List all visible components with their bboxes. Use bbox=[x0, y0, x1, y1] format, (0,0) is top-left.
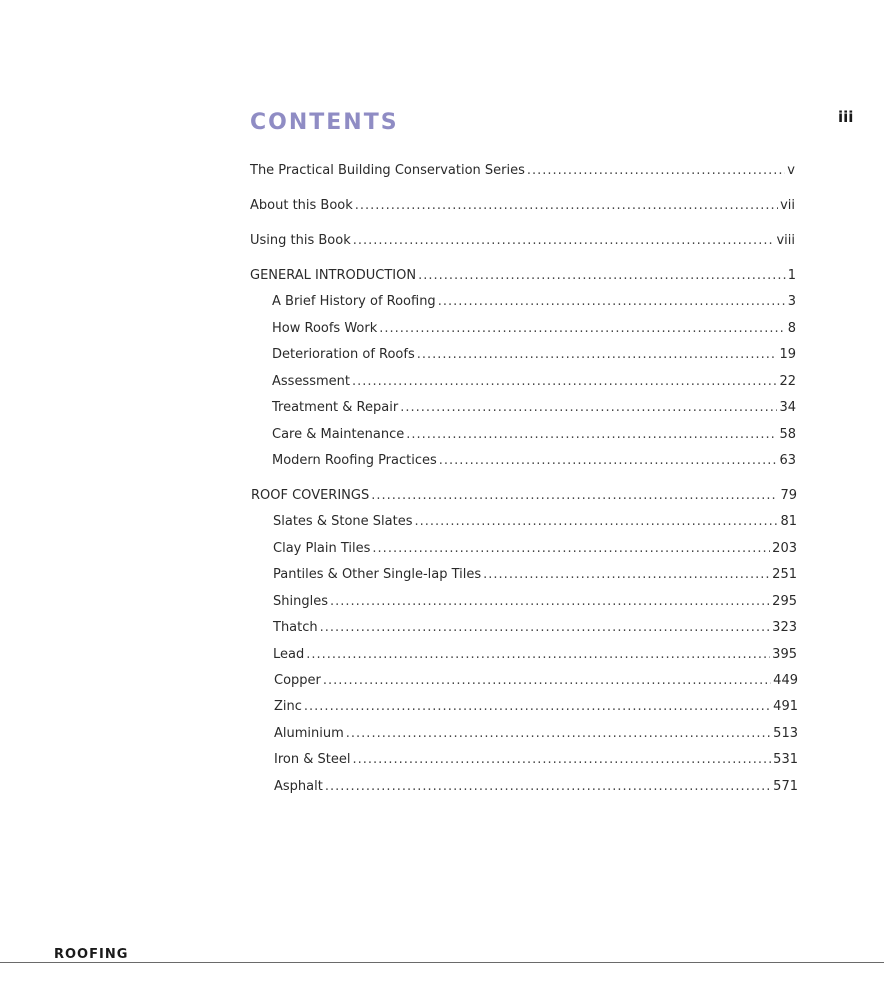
toc-entry-page: 3 bbox=[787, 294, 796, 309]
toc-leader-dots bbox=[527, 163, 785, 179]
toc-entry-label: Pantiles & Other Single-lap Tiles bbox=[273, 567, 482, 582]
toc-leader-dots bbox=[320, 620, 771, 636]
toc-entry[interactable] bbox=[250, 233, 795, 249]
toc-entry-label: Slates & Stone Slates bbox=[273, 514, 413, 529]
toc-entry-label: GENERAL INTRODUCTION bbox=[250, 268, 417, 283]
toc-entry-page: viii bbox=[776, 233, 795, 248]
toc-entry-page: 571 bbox=[773, 779, 798, 794]
footer-book-title: ROOFING bbox=[54, 947, 129, 962]
toc-entry[interactable] bbox=[272, 321, 796, 337]
toc-leader-dots bbox=[346, 726, 771, 742]
footer-divider bbox=[0, 962, 884, 963]
page-title: CONTENTS bbox=[250, 110, 399, 135]
toc-entry[interactable] bbox=[272, 347, 796, 363]
toc-entry-page: 34 bbox=[779, 400, 796, 415]
toc-entry-label: How Roofs Work bbox=[272, 321, 378, 336]
toc-entry-label: Using this Book bbox=[250, 233, 351, 248]
toc-leader-dots bbox=[352, 752, 771, 768]
toc-entry-label: About this Book bbox=[250, 198, 353, 213]
toc-entry-page: 81 bbox=[780, 514, 797, 529]
toc-entry[interactable] bbox=[274, 699, 798, 715]
toc-entry-page: 449 bbox=[773, 673, 798, 688]
toc-entry[interactable] bbox=[250, 198, 795, 214]
toc-entry-label: Modern Roofing Practices bbox=[272, 453, 437, 468]
toc-leader-dots bbox=[306, 647, 770, 663]
toc-leader-dots bbox=[352, 374, 777, 390]
toc-entry-label: Shingles bbox=[273, 594, 328, 609]
toc-entry-page: 8 bbox=[787, 321, 796, 336]
toc-entry-label: Thatch bbox=[273, 620, 318, 635]
toc-entry[interactable] bbox=[273, 514, 797, 530]
toc-entry-label: Deterioration of Roofs bbox=[272, 347, 415, 362]
toc-entry[interactable] bbox=[274, 726, 798, 742]
toc-entry[interactable] bbox=[250, 268, 796, 284]
toc-entry-page: 491 bbox=[773, 699, 798, 714]
toc-entry[interactable] bbox=[250, 163, 795, 179]
page-number: iii bbox=[838, 108, 854, 126]
toc-entry-page: 63 bbox=[779, 453, 796, 468]
toc-entry[interactable] bbox=[274, 752, 798, 768]
toc-entry[interactable] bbox=[273, 620, 797, 636]
toc-leader-dots bbox=[418, 268, 786, 284]
toc-entry-label: A Brief History of Roofing bbox=[272, 294, 436, 309]
toc-leader-dots bbox=[353, 233, 775, 249]
toc-entry-label: Zinc bbox=[274, 699, 302, 714]
toc-entry-page: 79 bbox=[780, 488, 797, 503]
toc-leader-dots bbox=[323, 673, 771, 689]
toc-entry[interactable] bbox=[274, 779, 798, 795]
toc-entry[interactable] bbox=[272, 427, 796, 443]
toc-entry-label: Treatment & Repair bbox=[272, 400, 399, 415]
toc-leader-dots bbox=[325, 779, 771, 795]
toc-leader-dots bbox=[400, 400, 777, 416]
toc-entry[interactable] bbox=[272, 294, 796, 310]
toc-leader-dots bbox=[372, 541, 770, 557]
toc-entry[interactable] bbox=[272, 453, 796, 469]
toc-entry[interactable] bbox=[273, 647, 797, 663]
toc-entry-page: 323 bbox=[772, 620, 797, 635]
toc-entry-page: 19 bbox=[779, 347, 796, 362]
toc-entry-label: Assessment bbox=[272, 374, 350, 389]
toc-entry-page: 22 bbox=[779, 374, 796, 389]
toc-entry-label: Copper bbox=[274, 673, 321, 688]
toc-leader-dots bbox=[439, 453, 778, 469]
toc-leader-dots bbox=[355, 198, 778, 214]
toc-entry-label: Iron & Steel bbox=[274, 752, 351, 767]
toc-entry-page: 531 bbox=[773, 752, 798, 767]
toc-entry-page: 513 bbox=[773, 726, 798, 741]
toc-entry-page: 1 bbox=[787, 268, 796, 283]
toc-leader-dots bbox=[438, 294, 786, 310]
toc-entry-page: 295 bbox=[772, 594, 797, 609]
toc-entry-label: Lead bbox=[273, 647, 305, 662]
toc-leader-dots bbox=[406, 427, 777, 443]
toc-leader-dots bbox=[371, 488, 778, 504]
toc-leader-dots bbox=[330, 594, 770, 610]
toc-entry[interactable] bbox=[272, 400, 796, 416]
toc-leader-dots bbox=[417, 347, 778, 363]
toc-entry-page: 251 bbox=[772, 567, 797, 582]
toc-entry-label: ROOF COVERINGS bbox=[251, 488, 370, 503]
toc-entry[interactable] bbox=[273, 567, 797, 583]
toc-entry[interactable] bbox=[274, 673, 798, 689]
toc-leader-dots bbox=[379, 321, 785, 337]
toc-entry[interactable] bbox=[251, 488, 797, 504]
toc-entry-page: 58 bbox=[779, 427, 796, 442]
toc-leader-dots bbox=[414, 514, 778, 530]
toc-entry-label: Clay Plain Tiles bbox=[273, 541, 371, 556]
toc-entry-label: Care & Maintenance bbox=[272, 427, 405, 442]
toc-entry-page: 203 bbox=[772, 541, 797, 556]
toc-entry[interactable] bbox=[273, 541, 797, 557]
toc-entry-label: Asphalt bbox=[274, 779, 323, 794]
toc-entry-page: vii bbox=[780, 198, 795, 213]
toc-entry-label: Aluminium bbox=[274, 726, 344, 741]
toc-leader-dots bbox=[304, 699, 771, 715]
toc-entry-page: v bbox=[787, 163, 795, 178]
toc-entry[interactable] bbox=[272, 374, 796, 390]
toc-entry[interactable] bbox=[273, 594, 797, 610]
toc-entry-page: 395 bbox=[772, 647, 797, 662]
toc-entry-label: The Practical Building Conservation Series bbox=[250, 163, 525, 178]
toc-leader-dots bbox=[483, 567, 770, 583]
